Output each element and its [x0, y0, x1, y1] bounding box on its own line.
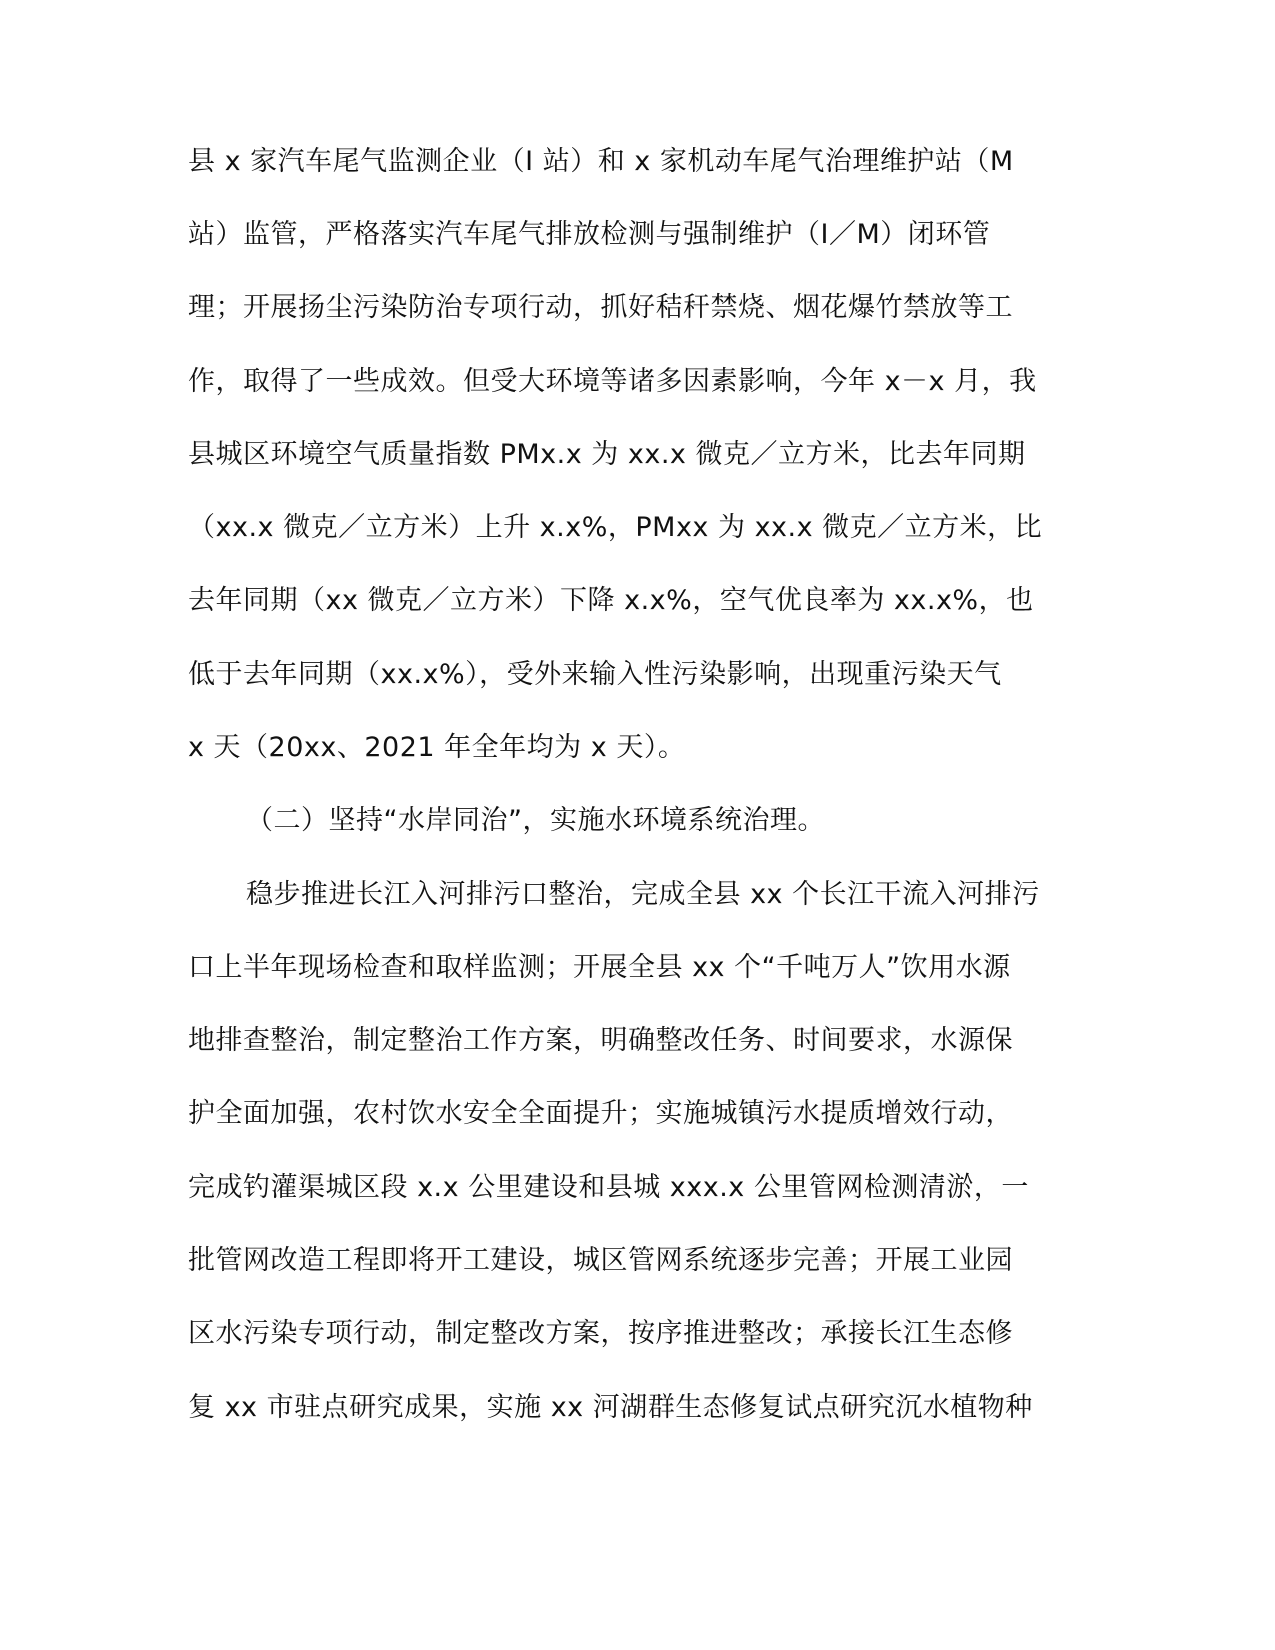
paragraph-line: 县城区环境空气质量指数 PMx.x 为 xx.x 微克／立方米，比去年同期	[188, 439, 1026, 470]
paragraph-line: 完成钓灌渠城区段 x.x 公里建设和县城 xxx.x 公里管网检测清淤，一	[188, 1172, 1029, 1203]
paragraph-line: （xx.x 微克／立方米）上升 x.x%，PMxx 为 xx.x 微克／立方米，比	[188, 512, 1043, 543]
paragraph-line: x 天（20xx、2021 年全年均为 x 天）。	[188, 732, 686, 763]
paragraph-line: 复 xx 市驻点研究成果，实施 xx 河湖群生态修复试点研究沉水植物种	[188, 1392, 1033, 1423]
paragraph-line: 站）监管，严格落实汽车尾气排放检测与强制维护（I／M）闭环管	[188, 219, 991, 250]
paragraph-line: 区水污染专项行动，制定整改方案，按序推进整改；承接长江生态修	[188, 1318, 1013, 1349]
paragraph-line: 地排查整治，制定整治工作方案，明确整改任务、时间要求，水源保	[188, 1025, 1013, 1056]
paragraph-line: 去年同期（xx 微克／立方米）下降 x.x%，空气优良率为 xx.x%，也	[188, 585, 1034, 616]
section-heading: （二）坚持“水岸同治”，实施水环境系统治理。	[246, 805, 825, 836]
paragraph-line: 口上半年现场检查和取样监测；开展全县 xx 个“千吨万人”饮用水源	[188, 952, 1011, 983]
paragraph-line: 稳步推进长江入河排污口整治，完成全县 xx 个长江干流入河排污	[246, 879, 1040, 910]
paragraph-line: 作，取得了一些成效。但受大环境等诸多因素影响，今年 x－x 月，我	[188, 366, 1037, 397]
paragraph-line: 县 x 家汽车尾气监测企业（I 站）和 x 家机动车尾气治理维护站（M	[188, 146, 1014, 177]
paragraph-line: 批管网改造工程即将开工建设，城区管网系统逐步完善；开展工业园	[188, 1245, 1013, 1276]
paragraph-line: 低于去年同期（xx.x%），受外来输入性污染影响，出现重污染天气	[188, 659, 1002, 690]
paragraph-line: 理；开展扬尘污染防治专项行动，抓好秸秆禁烧、烟花爆竹禁放等工	[188, 292, 1013, 323]
paragraph-line: 护全面加强，农村饮水安全全面提升；实施城镇污水提质增效行动，	[188, 1098, 1013, 1129]
